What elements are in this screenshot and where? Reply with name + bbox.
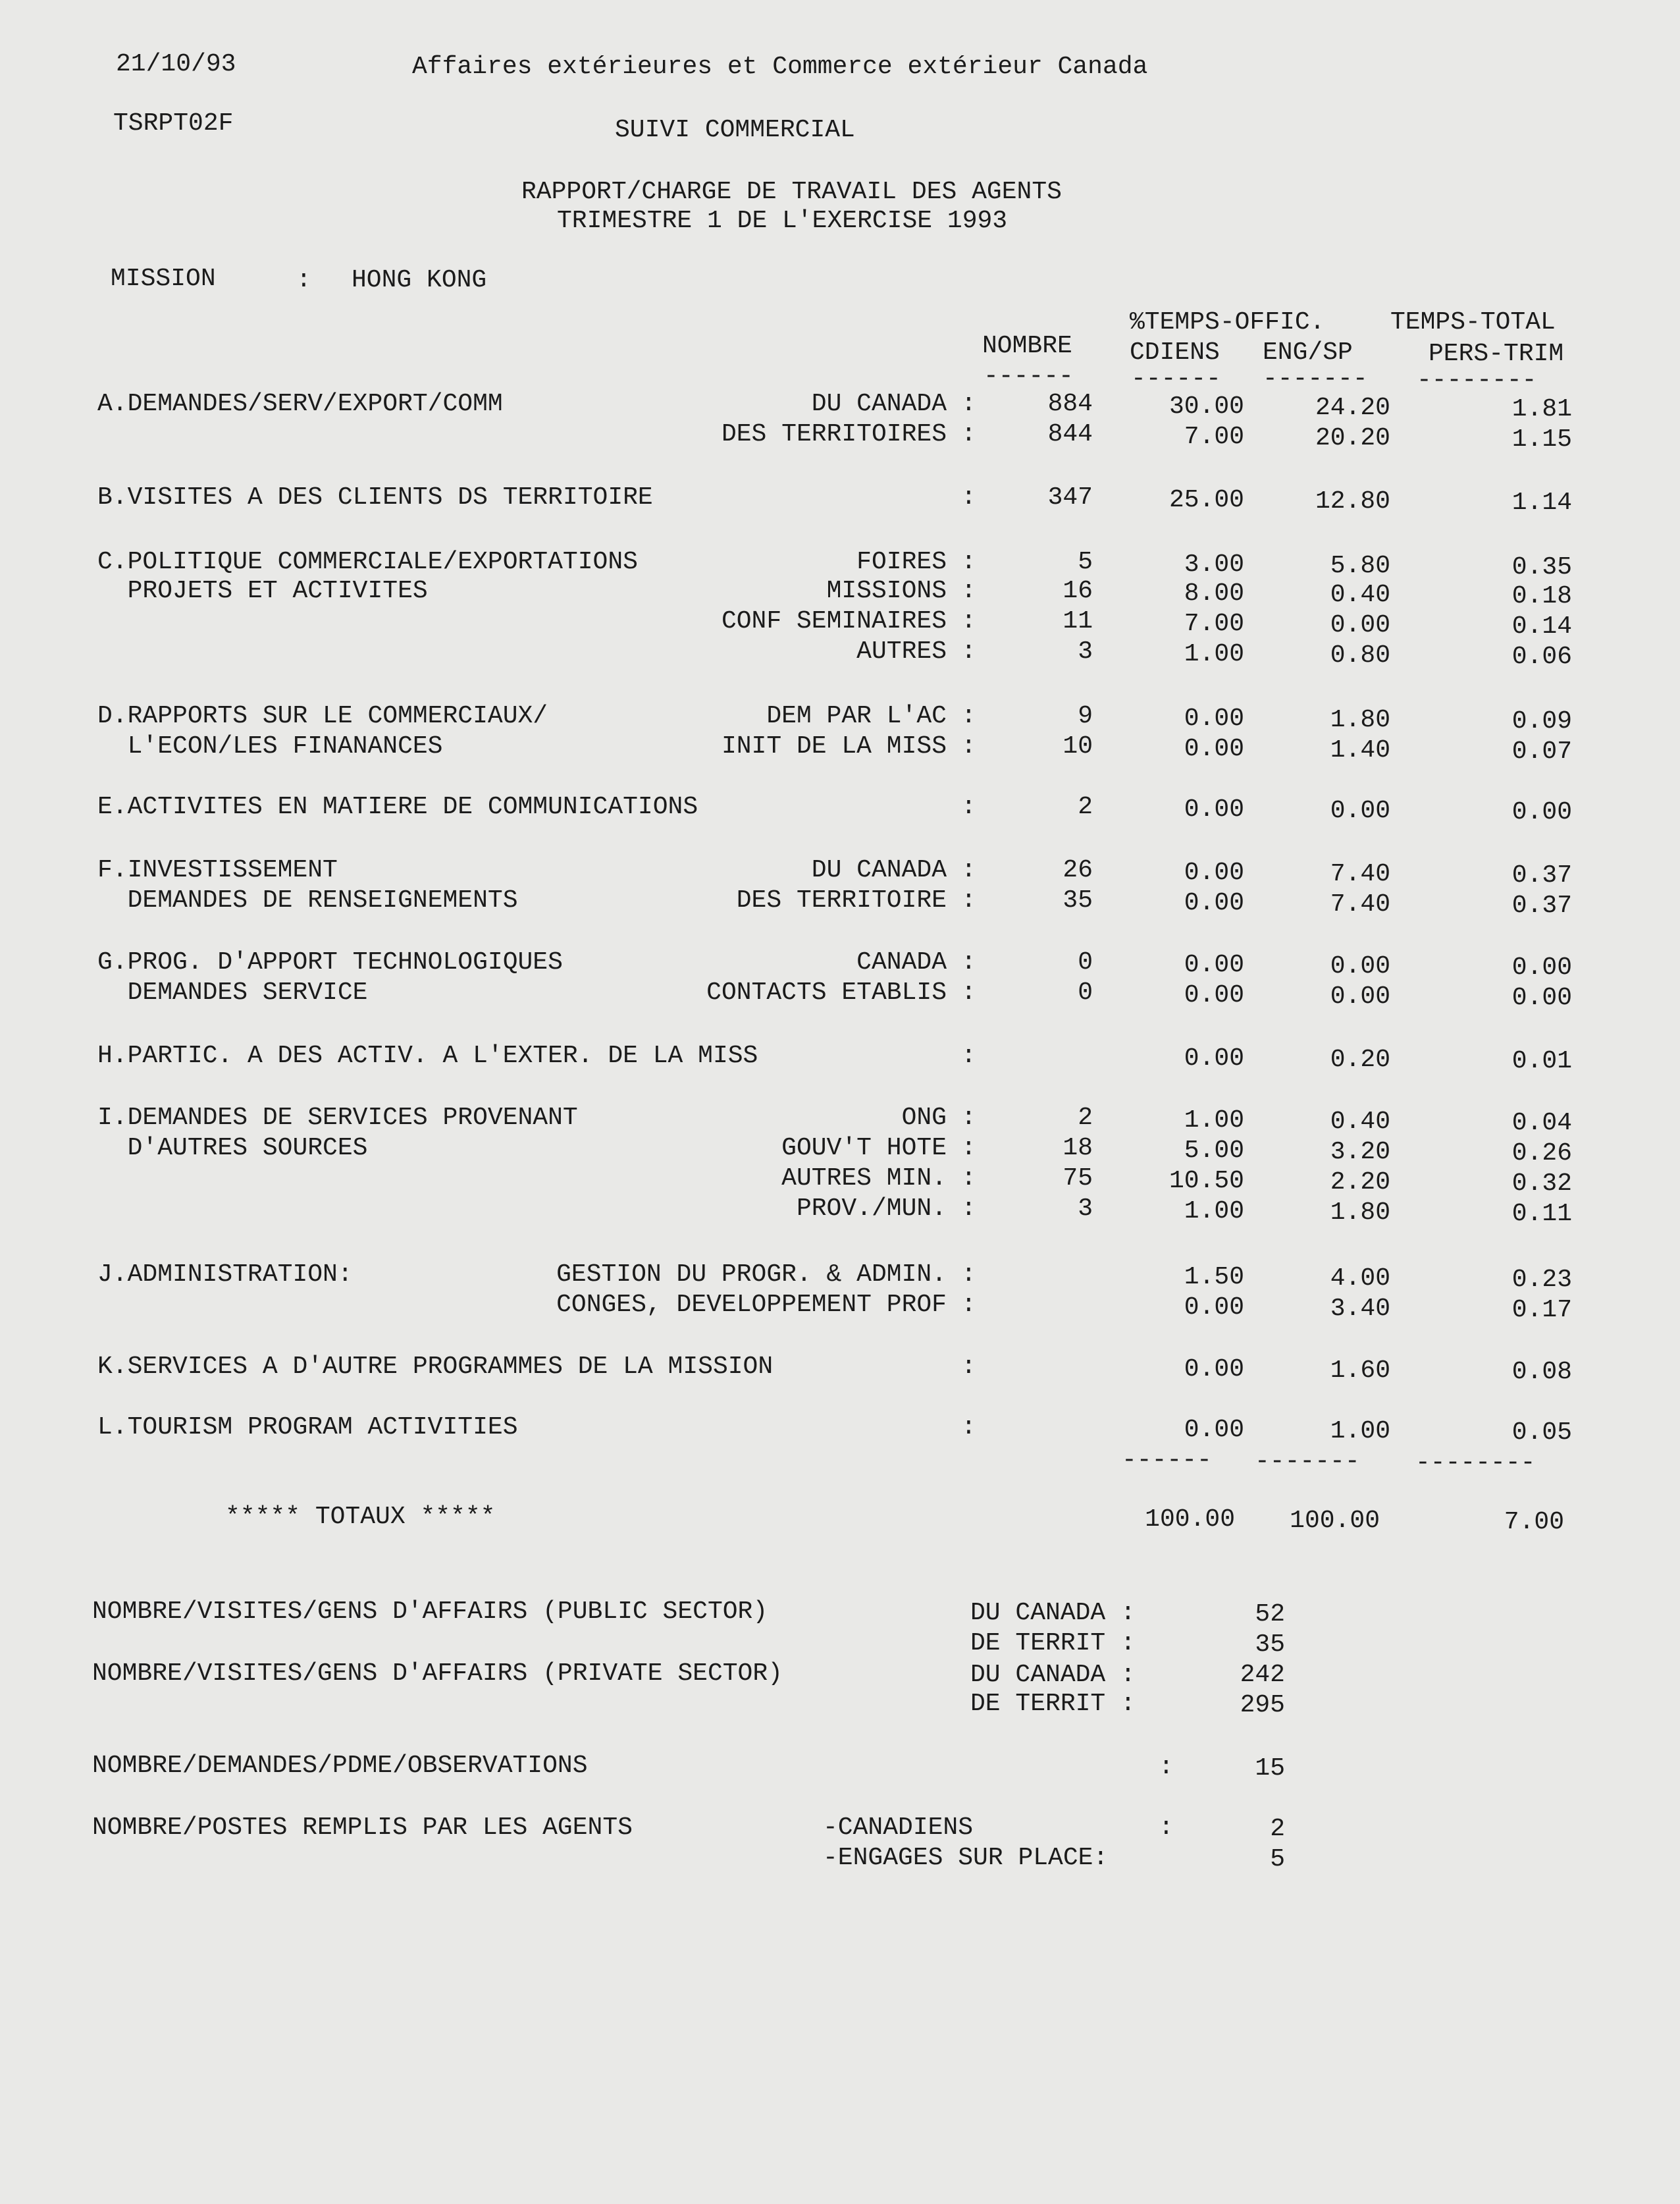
row-nombre: 2 bbox=[1078, 1104, 1093, 1132]
row-subcategory: AUTRES bbox=[856, 637, 947, 666]
row-eng-sp: 0.00 bbox=[1330, 797, 1390, 825]
row-nombre: 10 bbox=[1063, 732, 1093, 761]
row-nombre: 16 bbox=[1063, 577, 1093, 605]
row-subcategory: CONGES, DEVELOPPEMENT PROF bbox=[556, 1291, 947, 1319]
col-header-nombre: NOMBRE bbox=[982, 332, 1072, 360]
row-pers-trim: 0.01 bbox=[1511, 1047, 1572, 1075]
row-subcategory: DES TERRITOIRES bbox=[721, 420, 947, 448]
row-cdiens: 0.00 bbox=[1184, 859, 1244, 887]
row-description: H.PARTIC. A DES ACTIV. A L'EXTER. DE LA MISS bbox=[97, 1042, 758, 1070]
row-cdiens: 10.50 bbox=[1168, 1167, 1244, 1195]
row-pers-trim: 0.32 bbox=[1511, 1169, 1572, 1198]
demandes-value: 15 bbox=[1255, 1754, 1285, 1783]
row-pers-trim: 0.04 bbox=[1511, 1109, 1572, 1137]
row-nombre: 75 bbox=[1063, 1164, 1093, 1193]
row-nombre: 9 bbox=[1078, 702, 1093, 730]
row-subcategory: DU CANADA bbox=[811, 856, 947, 884]
row-cdiens: 7.00 bbox=[1184, 423, 1244, 451]
row-cdiens: 3.00 bbox=[1184, 551, 1244, 579]
row-eng-sp: 0.00 bbox=[1330, 611, 1390, 639]
row-subcategory: MISSIONS bbox=[826, 577, 947, 605]
row-pers-trim: 0.37 bbox=[1511, 892, 1572, 920]
row-eng-sp: 24.20 bbox=[1315, 394, 1390, 422]
row-description: A.DEMANDES/SERV/EXPORT/COMM bbox=[97, 390, 503, 418]
row-subcategory: CONTACTS ETABLIS bbox=[706, 979, 947, 1007]
row-cdiens: 8.00 bbox=[1184, 579, 1244, 608]
row-colon: : bbox=[961, 1164, 976, 1193]
row-eng-sp: 1.60 bbox=[1330, 1357, 1390, 1385]
row-subcategory: PROV./MUN. bbox=[796, 1195, 947, 1223]
row-pers-trim: 0.37 bbox=[1511, 861, 1572, 890]
totals-label: ***** TOTAUX ***** bbox=[225, 1503, 496, 1531]
row-description: F.INVESTISSEMENT bbox=[97, 856, 338, 884]
row-subcategory: DU CANADA bbox=[811, 390, 947, 418]
postes-label: NOMBRE/POSTES REMPLIS PAR LES AGENTS bbox=[92, 1814, 633, 1842]
row-colon: : bbox=[961, 483, 976, 512]
row-subcategory: DES TERRITOIRE bbox=[736, 886, 947, 915]
public-du-canada-value: 52 bbox=[1255, 1600, 1285, 1628]
row-colon: : bbox=[961, 420, 976, 448]
engages-label: -ENGAGES SUR PLACE: bbox=[823, 1844, 1109, 1872]
row-nombre: 26 bbox=[1063, 856, 1093, 884]
row-eng-sp: 3.40 bbox=[1330, 1295, 1390, 1323]
private-de-territ-value: 295 bbox=[1240, 1691, 1285, 1719]
row-pers-trim: 0.00 bbox=[1511, 798, 1572, 826]
row-description: DEMANDES SERVICE bbox=[97, 979, 368, 1007]
col-underline-cdiens: ------ bbox=[1131, 365, 1221, 393]
row-nombre: 884 bbox=[1047, 390, 1093, 418]
row-colon: : bbox=[961, 856, 976, 884]
row-pers-trim: 1.15 bbox=[1511, 425, 1572, 454]
row-eng-sp: 7.40 bbox=[1330, 890, 1390, 919]
report-code: TSRPT02F bbox=[113, 109, 234, 138]
row-cdiens: 1.00 bbox=[1184, 640, 1244, 668]
row-subcategory: AUTRES MIN. bbox=[781, 1164, 947, 1193]
row-pers-trim: 0.11 bbox=[1511, 1200, 1572, 1228]
row-cdiens: 0.00 bbox=[1184, 981, 1244, 1009]
row-eng-sp: 0.00 bbox=[1330, 982, 1390, 1011]
row-colon: : bbox=[961, 1104, 976, 1132]
row-eng-sp: 1.40 bbox=[1330, 736, 1390, 765]
row-cdiens: 0.00 bbox=[1184, 1416, 1244, 1444]
row-eng-sp: 4.00 bbox=[1330, 1264, 1390, 1293]
row-cdiens: 0.00 bbox=[1184, 705, 1244, 733]
row-nombre: 844 bbox=[1047, 420, 1093, 448]
canadiens-label: -CANADIENS bbox=[823, 1814, 974, 1842]
row-subcategory: ONG bbox=[901, 1104, 947, 1132]
col-header-temps-offic: %TEMPS-OFFIC. bbox=[1130, 308, 1325, 336]
private-sector-label: NOMBRE/VISITES/GENS D'AFFAIRS (PRIVATE SECTOR) bbox=[92, 1659, 783, 1688]
private-du-canada-label: DU CANADA : bbox=[970, 1661, 1136, 1689]
col-header-pers-trim: PERS-TRIM bbox=[1429, 340, 1564, 368]
row-subcategory: CONF SEMINAIRES bbox=[721, 607, 947, 635]
row-pers-trim: 0.35 bbox=[1511, 553, 1572, 581]
row-eng-sp: 7.40 bbox=[1330, 860, 1390, 888]
row-subcategory: FOIRES bbox=[856, 548, 947, 576]
row-description: DEMANDES DE RENSEIGNEMENTS bbox=[97, 886, 518, 915]
row-eng-sp: 1.00 bbox=[1330, 1417, 1390, 1445]
row-eng-sp: 12.80 bbox=[1315, 487, 1390, 516]
row-eng-sp: 0.80 bbox=[1330, 641, 1390, 670]
total-underline-pers-trim: -------- bbox=[1415, 1449, 1536, 1477]
report-date: 21/10/93 bbox=[116, 50, 236, 78]
row-description: J.ADMINISTRATION: bbox=[97, 1260, 353, 1289]
row-nombre: 5 bbox=[1078, 548, 1093, 576]
private-du-canada-value: 242 bbox=[1240, 1661, 1285, 1689]
row-description: L.TOURISM PROGRAM ACTIVITIES bbox=[97, 1413, 518, 1441]
row-eng-sp: 0.00 bbox=[1330, 952, 1390, 981]
row-eng-sp: 20.20 bbox=[1315, 424, 1390, 452]
row-pers-trim: 1.81 bbox=[1511, 395, 1572, 423]
row-description: K.SERVICES A D'AUTRE PROGRAMMES DE LA MISSION bbox=[97, 1353, 774, 1381]
row-subcategory: DEM PAR L'AC bbox=[766, 702, 947, 730]
row-pers-trim: 0.18 bbox=[1511, 582, 1572, 610]
row-eng-sp: 0.40 bbox=[1330, 1108, 1390, 1136]
row-colon: : bbox=[961, 548, 976, 576]
row-colon: : bbox=[961, 1134, 976, 1162]
row-cdiens: 1.00 bbox=[1184, 1197, 1244, 1225]
row-colon: : bbox=[961, 948, 976, 977]
demandes-colon: : bbox=[1159, 1753, 1174, 1781]
row-eng-sp: 2.20 bbox=[1330, 1168, 1390, 1196]
row-pers-trim: 1.14 bbox=[1511, 489, 1572, 517]
col-header-cdiens: CDIENS bbox=[1130, 338, 1220, 367]
total-eng-sp: 100.00 bbox=[1290, 1507, 1380, 1535]
row-colon: : bbox=[961, 793, 976, 821]
row-colon: : bbox=[961, 390, 976, 418]
row-colon: : bbox=[961, 637, 976, 666]
col-header-temps-total: TEMPS-TOTAL bbox=[1390, 308, 1556, 336]
row-cdiens: 30.00 bbox=[1168, 392, 1244, 421]
row-pers-trim: 0.00 bbox=[1511, 984, 1572, 1012]
canadiens-value: 2 bbox=[1270, 1815, 1285, 1843]
row-colon: : bbox=[961, 702, 976, 730]
row-cdiens: 0.00 bbox=[1184, 889, 1244, 917]
row-cdiens: 7.00 bbox=[1184, 610, 1244, 638]
row-cdiens: 0.00 bbox=[1184, 1355, 1244, 1384]
row-pers-trim: 0.23 bbox=[1511, 1266, 1572, 1294]
row-eng-sp: 5.80 bbox=[1330, 552, 1390, 580]
report-title: RAPPORT/CHARGE DE TRAVAIL DES AGENTS bbox=[521, 178, 1062, 206]
row-colon: : bbox=[961, 1291, 976, 1319]
row-eng-sp: 1.80 bbox=[1330, 706, 1390, 734]
demandes-label: NOMBRE/DEMANDES/PDME/OBSERVATIONS bbox=[92, 1752, 588, 1780]
row-description: B.VISITES A DES CLIENTS DS TERRITOIRE bbox=[97, 483, 653, 512]
row-pers-trim: 0.26 bbox=[1511, 1139, 1572, 1168]
row-cdiens: 0.00 bbox=[1184, 735, 1244, 763]
canadiens-colon: : bbox=[1159, 1814, 1174, 1842]
row-colon: : bbox=[961, 1413, 976, 1441]
mission-separator: : bbox=[296, 266, 311, 294]
row-description: L'ECON/LES FINANANCES bbox=[97, 732, 443, 761]
row-colon: : bbox=[961, 607, 976, 635]
row-subcategory: GOUV'T HOTE bbox=[781, 1134, 947, 1162]
row-description: I.DEMANDES DE SERVICES PROVENANT bbox=[97, 1104, 578, 1132]
row-colon: : bbox=[961, 886, 976, 915]
department-name: Affaires extérieures et Commerce extérieur Canada bbox=[412, 53, 1148, 81]
row-pers-trim: 0.00 bbox=[1511, 954, 1572, 982]
row-pers-trim: 0.07 bbox=[1511, 738, 1572, 766]
mission-value: HONG KONG bbox=[352, 266, 487, 294]
system-name: SUIVI COMMERCIAL bbox=[615, 116, 855, 144]
row-nombre: 3 bbox=[1078, 637, 1093, 666]
row-nombre: 11 bbox=[1063, 607, 1093, 635]
row-pers-trim: 0.06 bbox=[1511, 643, 1572, 671]
row-nombre: 3 bbox=[1078, 1195, 1093, 1223]
report-subtitle: TRIMESTRE 1 DE L'EXERCISE 1993 bbox=[557, 207, 1008, 235]
row-eng-sp: 1.80 bbox=[1330, 1198, 1390, 1227]
public-du-canada-label: DU CANADA : bbox=[970, 1599, 1136, 1627]
row-cdiens: 5.00 bbox=[1184, 1137, 1244, 1165]
row-cdiens: 25.00 bbox=[1168, 486, 1244, 514]
row-pers-trim: 0.09 bbox=[1511, 707, 1572, 736]
row-colon: : bbox=[961, 577, 976, 605]
row-description: G.PROG. D'APPORT TECHNOLOGIQUES bbox=[97, 948, 563, 977]
row-description: C.POLITIQUE COMMERCIALE/EXPORTATIONS bbox=[97, 548, 638, 576]
public-sector-label: NOMBRE/VISITES/GENS D'AFFAIRS (PUBLIC SECTOR) bbox=[92, 1598, 768, 1626]
row-subcategory: GESTION DU PROGR. & ADMIN. bbox=[556, 1260, 947, 1289]
engages-value: 5 bbox=[1270, 1845, 1285, 1873]
row-nombre: 347 bbox=[1047, 483, 1093, 512]
row-pers-trim: 0.14 bbox=[1511, 612, 1572, 641]
total-pers-trim: 7.00 bbox=[1504, 1508, 1564, 1536]
row-nombre: 18 bbox=[1063, 1134, 1093, 1162]
row-nombre: 0 bbox=[1078, 979, 1093, 1007]
row-description: D'AUTRES SOURCES bbox=[97, 1134, 368, 1162]
row-eng-sp: 3.20 bbox=[1330, 1138, 1390, 1166]
row-nombre: 2 bbox=[1078, 793, 1093, 821]
row-cdiens: 1.50 bbox=[1184, 1263, 1244, 1291]
row-subcategory: INIT DE LA MISS bbox=[721, 732, 947, 761]
row-cdiens: 0.00 bbox=[1184, 1293, 1244, 1322]
row-cdiens: 0.00 bbox=[1184, 1044, 1244, 1073]
row-colon: : bbox=[961, 1195, 976, 1223]
total-underline-eng-sp: ------- bbox=[1255, 1447, 1360, 1476]
row-description: E.ACTIVITES EN MATIERE DE COMMUNICATIONS bbox=[97, 793, 698, 821]
row-eng-sp: 0.20 bbox=[1330, 1046, 1390, 1074]
total-cdiens: 100.00 bbox=[1145, 1505, 1235, 1534]
row-cdiens: 1.00 bbox=[1184, 1106, 1244, 1135]
row-colon: : bbox=[961, 979, 976, 1007]
col-header-eng-sp: ENG/SP bbox=[1263, 338, 1353, 367]
total-underline-cdiens: ------ bbox=[1122, 1446, 1212, 1474]
col-underline-pers-trim: -------- bbox=[1417, 366, 1537, 394]
row-pers-trim: 0.17 bbox=[1511, 1296, 1572, 1324]
mission-label: MISSION bbox=[111, 265, 216, 293]
row-pers-trim: 0.08 bbox=[1511, 1358, 1572, 1386]
row-colon: : bbox=[961, 732, 976, 761]
row-cdiens: 0.00 bbox=[1184, 951, 1244, 979]
col-underline-nombre: ------ bbox=[984, 362, 1074, 390]
row-nombre: 35 bbox=[1063, 886, 1093, 915]
row-description: D.RAPPORTS SUR LE COMMERCIAUX/ bbox=[97, 702, 548, 730]
row-eng-sp: 0.40 bbox=[1330, 581, 1390, 609]
row-pers-trim: 0.05 bbox=[1511, 1418, 1572, 1447]
private-de-territ-label: DE TERRIT : bbox=[970, 1690, 1136, 1718]
row-colon: : bbox=[961, 1042, 976, 1070]
row-colon: : bbox=[961, 1353, 976, 1381]
row-cdiens: 0.00 bbox=[1184, 795, 1244, 824]
row-subcategory: CANADA bbox=[856, 948, 947, 977]
col-underline-eng-sp: ------- bbox=[1263, 365, 1368, 393]
public-de-territ-value: 35 bbox=[1255, 1630, 1285, 1659]
row-description: PROJETS ET ACTIVITES bbox=[97, 577, 428, 605]
row-nombre: 0 bbox=[1078, 948, 1093, 977]
public-de-territ-label: DE TERRIT : bbox=[970, 1629, 1136, 1657]
row-colon: : bbox=[961, 1260, 976, 1289]
